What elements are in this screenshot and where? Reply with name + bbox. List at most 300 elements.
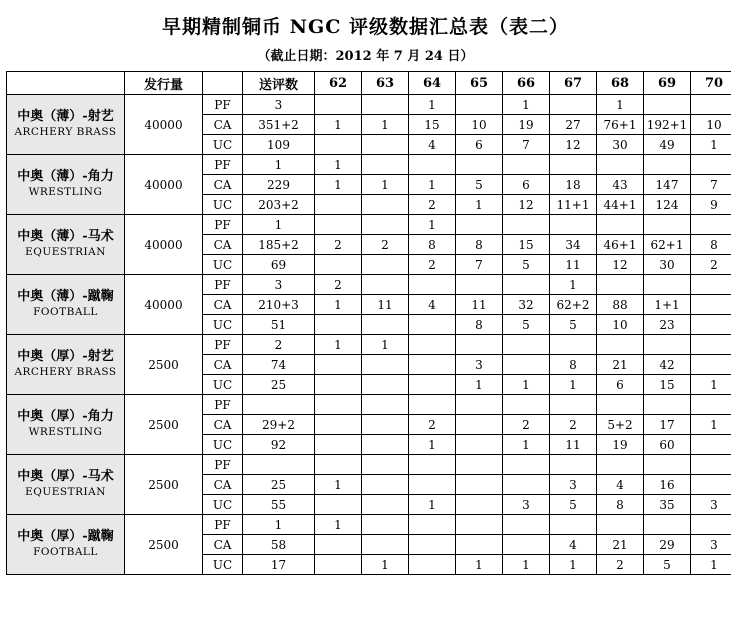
total-submitted-cell: 92: [243, 435, 315, 455]
coin-name-cell: [7, 395, 125, 455]
grade-value-68: 43: [597, 175, 644, 195]
grade-value-65: [456, 155, 503, 175]
grade-value-63: 1: [362, 555, 409, 575]
grade-value-62: 1: [315, 115, 362, 135]
grade-value-64: [409, 515, 456, 535]
grade-value-69: 30: [644, 255, 691, 275]
grade-value-70: 1: [691, 415, 731, 435]
grade-value-68: 2: [597, 555, 644, 575]
grade-value-68: [597, 395, 644, 415]
grade-value-68: 30: [597, 135, 644, 155]
grade-value-67: 5: [550, 315, 597, 335]
grade-value-68: 21: [597, 355, 644, 375]
grade-value-62: 2: [315, 275, 362, 295]
grade-value-62: [315, 375, 362, 395]
coin-name-en: WRESTLING: [7, 426, 124, 440]
grade-value-63: [362, 95, 409, 115]
grade-value-70: [691, 395, 731, 415]
grade-label-cell: PF: [203, 335, 243, 355]
coin-name-en: EQUESTRIAN: [7, 246, 124, 260]
grade-value-69: 16: [644, 475, 691, 495]
grade-value-67: 8: [550, 355, 597, 375]
grade-value-67: 2: [550, 415, 597, 435]
header-mintage: 发行量: [125, 72, 203, 95]
grade-value-64: 1: [409, 215, 456, 235]
total-submitted-cell: [243, 455, 315, 475]
total-submitted-cell: 1: [243, 215, 315, 235]
grade-value-62: 2: [315, 235, 362, 255]
grade-value-65: 7: [456, 255, 503, 275]
coin-name-cell: [7, 275, 125, 335]
grade-value-67: 11+1: [550, 195, 597, 215]
grade-value-68: 5+2: [597, 415, 644, 435]
grade-value-65: 8: [456, 235, 503, 255]
grade-value-69: [644, 95, 691, 115]
grade-value-64: 2: [409, 195, 456, 215]
grade-value-70: 1: [691, 555, 731, 575]
grade-value-66: [503, 395, 550, 415]
grade-value-63: 1: [362, 175, 409, 195]
grade-value-63: [362, 315, 409, 335]
page-subtitle: （截止日期：2012 年 7 月 24 日）: [6, 45, 725, 64]
grade-value-70: [691, 155, 731, 175]
grade-value-68: 4: [597, 475, 644, 495]
grade-value-68: 46+1: [597, 235, 644, 255]
grade-value-63: [362, 215, 409, 235]
grade-value-69: 192+1: [644, 115, 691, 135]
grade-value-64: 1: [409, 95, 456, 115]
mintage-cell: 40000: [125, 155, 203, 215]
grade-value-67: 1: [550, 375, 597, 395]
grade-value-63: [362, 395, 409, 415]
grade-value-68: 76+1: [597, 115, 644, 135]
mintage-cell: 2500: [125, 455, 203, 515]
header-grade-69: 69: [644, 72, 691, 95]
grade-value-66: [503, 155, 550, 175]
header-grade-67: 67: [550, 72, 597, 95]
grade-value-65: 3: [456, 355, 503, 375]
grade-value-67: 4: [550, 535, 597, 555]
grade-value-66: [503, 535, 550, 555]
grade-value-62: 1: [315, 515, 362, 535]
grade-value-65: 10: [456, 115, 503, 135]
grade-value-69: 62+1: [644, 235, 691, 255]
mintage-cell: 40000: [125, 95, 203, 155]
grade-value-63: [362, 535, 409, 555]
grade-value-62: [315, 495, 362, 515]
total-submitted-cell: 185+2: [243, 235, 315, 255]
grade-value-62: [315, 355, 362, 375]
grade-value-66: 19: [503, 115, 550, 135]
grade-value-68: [597, 215, 644, 235]
grade-label-cell: PF: [203, 455, 243, 475]
grade-value-62: [315, 95, 362, 115]
grade-value-63: [362, 415, 409, 435]
grade-value-62: [315, 315, 362, 335]
table-row: [7, 95, 731, 115]
header-label: [203, 72, 243, 95]
grade-value-66: 7: [503, 135, 550, 155]
coin-name-cell: [7, 455, 125, 515]
grade-value-68: 21: [597, 535, 644, 555]
coin-name-cell: [7, 155, 125, 215]
grade-value-69: [644, 395, 691, 415]
total-submitted-cell: 29+2: [243, 415, 315, 435]
table-row: [7, 395, 731, 415]
grade-value-66: [503, 355, 550, 375]
header-grade-66: 66: [503, 72, 550, 95]
grade-value-63: [362, 375, 409, 395]
grade-value-66: 1: [503, 555, 550, 575]
grade-label-cell: CA: [203, 475, 243, 495]
grade-value-70: 1: [691, 375, 731, 395]
grade-label-cell: PF: [203, 395, 243, 415]
grade-value-69: 1+1: [644, 295, 691, 315]
grade-value-68: 44+1: [597, 195, 644, 215]
page-title: 早期精制铜币 NGC 评级数据汇总表（表二）: [6, 12, 725, 39]
grade-value-66: 1: [503, 95, 550, 115]
grade-value-66: 1: [503, 435, 550, 455]
grade-value-64: [409, 335, 456, 355]
grade-value-65: [456, 275, 503, 295]
grade-value-62: [315, 135, 362, 155]
coin-name-en: FOOTBALL: [7, 306, 124, 320]
grade-value-64: 2: [409, 415, 456, 435]
grade-value-63: [362, 455, 409, 475]
grade-value-65: 5: [456, 175, 503, 195]
grade-value-62: 1: [315, 295, 362, 315]
grade-value-69: 29: [644, 535, 691, 555]
grade-value-62: 1: [315, 155, 362, 175]
grade-value-65: [456, 435, 503, 455]
grade-value-66: [503, 475, 550, 495]
grade-label-cell: CA: [203, 235, 243, 255]
grade-label-cell: CA: [203, 115, 243, 135]
grade-value-65: [456, 95, 503, 115]
grade-value-65: 1: [456, 555, 503, 575]
grade-value-68: 6: [597, 375, 644, 395]
grade-value-63: [362, 135, 409, 155]
mintage-cell: 40000: [125, 275, 203, 335]
grade-value-66: 32: [503, 295, 550, 315]
grade-value-63: [362, 195, 409, 215]
grade-value-70: 1: [691, 135, 731, 155]
grade-label-cell: UC: [203, 375, 243, 395]
grade-value-69: 42: [644, 355, 691, 375]
grade-value-68: [597, 455, 644, 475]
total-submitted-cell: 74: [243, 355, 315, 375]
grade-value-70: 9: [691, 195, 731, 215]
grade-value-64: [409, 475, 456, 495]
grade-value-64: 15: [409, 115, 456, 135]
grade-value-64: 1: [409, 495, 456, 515]
grade-value-63: [362, 495, 409, 515]
grade-value-67: [550, 215, 597, 235]
grade-value-69: 17: [644, 415, 691, 435]
grade-value-65: 6: [456, 135, 503, 155]
grade-value-70: 3: [691, 535, 731, 555]
grade-value-70: 10: [691, 115, 731, 135]
grade-label-cell: CA: [203, 175, 243, 195]
grade-value-70: [691, 475, 731, 495]
grade-value-65: [456, 415, 503, 435]
total-submitted-cell: 3: [243, 275, 315, 295]
grade-value-67: [550, 95, 597, 115]
grade-value-66: 3: [503, 495, 550, 515]
grade-value-70: [691, 455, 731, 475]
grade-value-70: [691, 215, 731, 235]
grade-value-65: 1: [456, 195, 503, 215]
grade-value-66: [503, 275, 550, 295]
total-submitted-cell: 3: [243, 95, 315, 115]
coin-name-cn: 中奥（厚）-马术: [7, 469, 124, 486]
header-grade-65: 65: [456, 72, 503, 95]
total-submitted-cell: 109: [243, 135, 315, 155]
mintage-cell: 2500: [125, 395, 203, 455]
grade-value-66: 2: [503, 415, 550, 435]
grade-value-67: [550, 335, 597, 355]
coin-name-en: ARCHERY BRASS: [7, 366, 124, 380]
grade-value-69: [644, 515, 691, 535]
grade-value-63: 2: [362, 235, 409, 255]
grade-value-68: 19: [597, 435, 644, 455]
total-submitted-cell: 1: [243, 515, 315, 535]
header-grade-70: 70: [691, 72, 731, 95]
table-row: [7, 275, 731, 295]
grade-value-67: [550, 155, 597, 175]
grade-value-63: [362, 255, 409, 275]
grade-value-68: [597, 335, 644, 355]
grade-label-cell: PF: [203, 95, 243, 115]
grade-label-cell: UC: [203, 135, 243, 155]
grade-value-65: [456, 215, 503, 235]
table-row: [7, 335, 731, 355]
grade-value-65: [456, 495, 503, 515]
header-grade-62: 62: [315, 72, 362, 95]
grade-value-67: 34: [550, 235, 597, 255]
grade-value-67: 11: [550, 255, 597, 275]
grade-label-cell: UC: [203, 435, 243, 455]
header-grade-68: 68: [597, 72, 644, 95]
total-submitted-cell: 2: [243, 335, 315, 355]
grade-value-68: 88: [597, 295, 644, 315]
coin-name-cn: 中奥（薄）-射艺: [7, 109, 124, 126]
grade-value-69: 49: [644, 135, 691, 155]
grade-value-66: [503, 215, 550, 235]
grade-value-62: [315, 215, 362, 235]
grade-value-69: [644, 275, 691, 295]
grade-value-66: [503, 455, 550, 475]
grade-value-64: [409, 555, 456, 575]
coin-name-cn: 中奥（厚）-射艺: [7, 349, 124, 366]
grade-value-69: [644, 335, 691, 355]
grade-value-69: 35: [644, 495, 691, 515]
grade-value-62: [315, 415, 362, 435]
coin-name-en: ARCHERY BRASS: [7, 126, 124, 140]
total-submitted-cell: 229: [243, 175, 315, 195]
header-name: [7, 72, 125, 95]
grade-label-cell: PF: [203, 275, 243, 295]
grade-value-63: 1: [362, 115, 409, 135]
grade-value-70: 3: [691, 495, 731, 515]
grade-label-cell: CA: [203, 535, 243, 555]
grade-value-64: 4: [409, 295, 456, 315]
header-grade-63: 63: [362, 72, 409, 95]
grade-value-68: 8: [597, 495, 644, 515]
grade-value-62: 1: [315, 335, 362, 355]
grade-value-67: [550, 455, 597, 475]
grade-value-63: 1: [362, 335, 409, 355]
table-row: [7, 155, 731, 175]
grade-value-63: [362, 515, 409, 535]
grade-value-63: [362, 475, 409, 495]
grade-label-cell: CA: [203, 295, 243, 315]
grade-value-65: [456, 395, 503, 415]
grade-value-64: [409, 355, 456, 375]
grade-value-63: 11: [362, 295, 409, 315]
grade-value-64: 1: [409, 175, 456, 195]
grade-value-70: [691, 315, 731, 335]
total-submitted-cell: 203+2: [243, 195, 315, 215]
grade-value-62: [315, 435, 362, 455]
grade-value-64: 1: [409, 435, 456, 455]
total-submitted-cell: 51: [243, 315, 315, 335]
coin-name-cell: [7, 215, 125, 275]
grade-value-64: 8: [409, 235, 456, 255]
grade-value-70: 2: [691, 255, 731, 275]
grade-value-69: 124: [644, 195, 691, 215]
grade-value-67: 3: [550, 475, 597, 495]
grade-value-68: [597, 155, 644, 175]
grade-value-70: 7: [691, 175, 731, 195]
coin-name-cell: [7, 515, 125, 575]
grade-summary-table: [6, 71, 731, 575]
grade-value-64: 4: [409, 135, 456, 155]
grade-value-66: [503, 335, 550, 355]
coin-name-en: EQUESTRIAN: [7, 486, 124, 500]
grade-value-64: [409, 275, 456, 295]
grade-label-cell: PF: [203, 155, 243, 175]
table-row: [7, 215, 731, 235]
table-row: [7, 455, 731, 475]
grade-value-64: [409, 315, 456, 335]
grade-value-65: [456, 455, 503, 475]
grade-value-62: 1: [315, 475, 362, 495]
grade-label-cell: UC: [203, 315, 243, 335]
grade-value-69: 147: [644, 175, 691, 195]
grade-value-67: 11: [550, 435, 597, 455]
grade-value-70: [691, 295, 731, 315]
total-submitted-cell: 55: [243, 495, 315, 515]
total-submitted-cell: 25: [243, 475, 315, 495]
total-submitted-cell: 1: [243, 155, 315, 175]
table-row: [7, 515, 731, 535]
grade-value-69: 5: [644, 555, 691, 575]
coin-name-cn: 中奥（薄）-蹴鞠: [7, 289, 124, 306]
coin-name-cn: 中奥（薄）-角力: [7, 169, 124, 186]
grade-label-cell: UC: [203, 195, 243, 215]
grade-value-67: 1: [550, 275, 597, 295]
grade-value-67: 5: [550, 495, 597, 515]
grade-value-66: 5: [503, 315, 550, 335]
grade-value-63: [362, 275, 409, 295]
grade-value-64: [409, 535, 456, 555]
total-submitted-cell: [243, 395, 315, 415]
grade-value-68: 12: [597, 255, 644, 275]
grade-value-64: [409, 155, 456, 175]
grade-value-66: 15: [503, 235, 550, 255]
grade-value-67: [550, 395, 597, 415]
total-submitted-cell: 351+2: [243, 115, 315, 135]
grade-value-65: 1: [456, 375, 503, 395]
grade-label-cell: UC: [203, 495, 243, 515]
total-submitted-cell: 17: [243, 555, 315, 575]
grade-value-64: [409, 395, 456, 415]
grade-value-62: [315, 555, 362, 575]
grade-value-64: 2: [409, 255, 456, 275]
grade-value-70: [691, 95, 731, 115]
grade-value-66: 5: [503, 255, 550, 275]
grade-value-70: [691, 275, 731, 295]
grade-value-62: [315, 535, 362, 555]
grade-value-64: [409, 455, 456, 475]
grade-value-69: [644, 455, 691, 475]
mintage-cell: 2500: [125, 335, 203, 395]
grade-value-70: [691, 355, 731, 375]
grade-value-68: 10: [597, 315, 644, 335]
grade-value-65: [456, 515, 503, 535]
grade-value-63: [362, 435, 409, 455]
grade-value-65: [456, 535, 503, 555]
coin-name-cell: [7, 95, 125, 155]
grade-value-69: 15: [644, 375, 691, 395]
grade-label-cell: PF: [203, 215, 243, 235]
grade-value-69: 23: [644, 315, 691, 335]
grade-value-63: [362, 155, 409, 175]
grade-value-63: [362, 355, 409, 375]
grade-value-66: 6: [503, 175, 550, 195]
header-grade-64: 64: [409, 72, 456, 95]
grade-label-cell: UC: [203, 555, 243, 575]
grade-value-62: [315, 255, 362, 275]
total-submitted-cell: 58: [243, 535, 315, 555]
grade-value-64: [409, 375, 456, 395]
coin-name-cn: 中奥（厚）-蹴鞠: [7, 529, 124, 546]
grade-value-62: 1: [315, 175, 362, 195]
grade-value-70: 8: [691, 235, 731, 255]
grade-value-66: 12: [503, 195, 550, 215]
total-submitted-cell: 69: [243, 255, 315, 275]
grade-value-62: [315, 395, 362, 415]
grade-value-65: [456, 475, 503, 495]
grade-value-66: [503, 515, 550, 535]
grade-value-62: [315, 455, 362, 475]
grade-value-69: [644, 155, 691, 175]
grade-label-cell: CA: [203, 415, 243, 435]
grade-value-68: 1: [597, 95, 644, 115]
coin-name-en: WRESTLING: [7, 186, 124, 200]
total-submitted-cell: 210+3: [243, 295, 315, 315]
grade-value-67: 18: [550, 175, 597, 195]
total-submitted-cell: 25: [243, 375, 315, 395]
grade-value-65: 11: [456, 295, 503, 315]
grade-label-cell: UC: [203, 255, 243, 275]
grade-value-62: [315, 195, 362, 215]
grade-value-65: 8: [456, 315, 503, 335]
document-page: [0, 12, 731, 618]
grade-value-67: 1: [550, 555, 597, 575]
grade-value-69: 60: [644, 435, 691, 455]
